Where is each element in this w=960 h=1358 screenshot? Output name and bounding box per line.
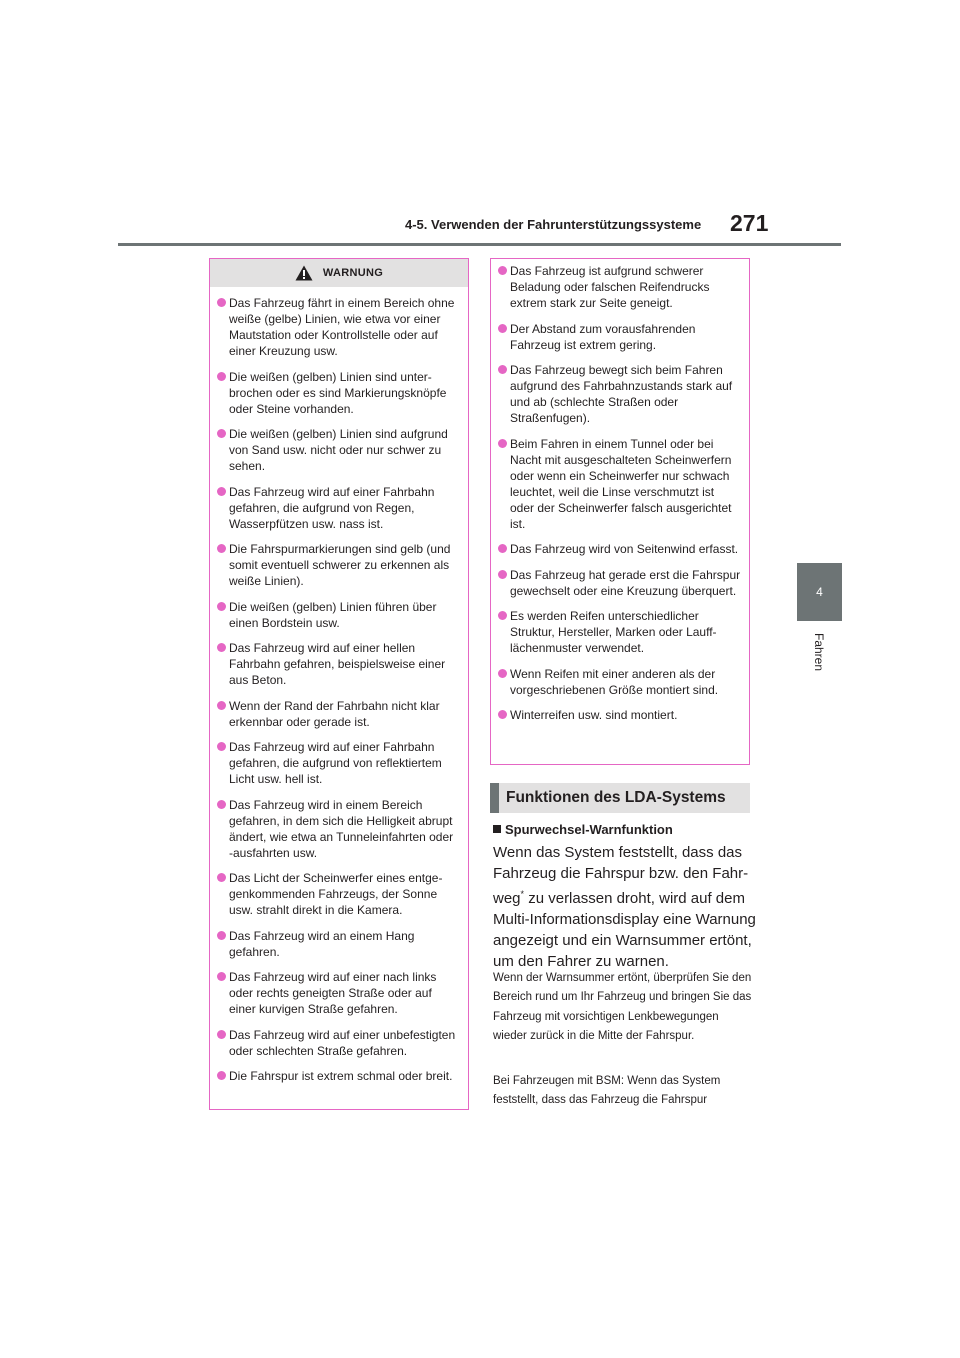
- list-item-text: Es werden Reifen unterschiedlicher Struktur, Hersteller, Marken oder Laufflächenmuster verwendet.: [510, 609, 717, 655]
- chapter-side-label: [812, 628, 826, 676]
- list-item-text: Das Licht der Scheinwerfer eines entgegenkommenden Fahrzeugs, der Sonne usw. strahlt direkt in die Kamera.: [229, 871, 443, 917]
- list-item: [499, 541, 741, 557]
- list-item-text: Das Fahrzeug wird auf einer Fahrbahn gefahren, die aufgrund von reflektiertem Licht usw. hell ist.: [229, 740, 442, 786]
- bullet-dot-icon: [217, 487, 226, 496]
- bullet-dot-icon: [217, 372, 226, 381]
- list-item: [218, 1068, 460, 1084]
- list-item-text: Das Fahrzeug ist aufgrund schwerer Beladung oder falschen Reifendrucks extrem stark zur Seite geneigt.: [510, 264, 710, 310]
- square-bullet-icon: [493, 825, 501, 833]
- warning-triangle-icon: [295, 265, 313, 281]
- list-item: [218, 739, 460, 787]
- list-item-text: Das Fahrzeug fährt in einem Bereich ohne weiße (gelbe) Linien, wie etwa vor einer Mautstation oder Kontrollstelle oder auf einer Kreuzung usw.: [229, 296, 455, 358]
- bullet-dot-icon: [498, 570, 507, 579]
- note-paragraph-2: Bei Fahrzeugen mit BSM: Wenn das System feststellt, dass das Fahrzeug die Fahrspur: [493, 1075, 721, 1107]
- list-item-text: Das Fahrzeug hat gerade erst die Fahrspur gewechselt oder eine Kreuzung überquert.: [510, 567, 741, 598]
- section-heading: Funktionen des LDA-Systems: [490, 783, 750, 813]
- list-item-text: Wenn der Rand der Fahrbahn nicht klar erkennbar oder gerade ist.: [229, 698, 440, 729]
- body-text-end: zu verlassen droht, wird auf dem Multi-Informationsdisplay eine Warnung angezeigt und ein Warnsummer ertönt, um den Fahrer zu warnen.: [493, 890, 756, 970]
- list-item: [218, 969, 460, 1017]
- list-item-text: Der Abstand zum vorausfahrenden Fahrzeug ist extrem gering.: [510, 321, 696, 352]
- chapter-number: 4: [816, 585, 823, 599]
- bullet-dot-icon: [217, 873, 226, 882]
- list-item-text: Das Fahrzeug wird von Seitenwind erfasst.: [510, 542, 739, 556]
- subheading: [493, 822, 673, 837]
- list-item-text: Das Fahrzeug wird auf einer hellen Fahrbahn gefahren, beispielsweise einer aus Beton.: [229, 641, 446, 687]
- bullet-dot-icon: [498, 266, 507, 275]
- bullet-dot-icon: [217, 701, 226, 710]
- list-item: [499, 567, 741, 599]
- list-item: [218, 640, 460, 688]
- bullet-dot-icon: [498, 439, 507, 448]
- page-number: 271: [730, 210, 769, 236]
- list-item: [218, 484, 460, 532]
- list-item: [499, 666, 741, 698]
- warning-header: [210, 259, 468, 287]
- list-item: [218, 295, 460, 359]
- list-item-text: Das Fahrzeug wird in einem Bereich gefahren, in dem sich die Helligkeit abrupt ändert, wie etwa an Tunneleinfahrten oder -ausfahrten usw.: [229, 797, 454, 860]
- list-item-text: Das Fahrzeug wird auf einer unbefestigten oder schlechten Straße gefahren.: [229, 1027, 456, 1058]
- bullet-dot-icon: [217, 1071, 226, 1080]
- list-item: [218, 797, 460, 861]
- bullet-dot-icon: [498, 544, 507, 553]
- list-item-text: Das Fahrzeug bewegt sich beim Fahren aufgrund des Fahrbahnzustands stark auf und ab (schlechte Straßen oder Straßenfugen).: [510, 363, 733, 425]
- list-item-text: Das Fahrzeug wird auf einer Fahrbahn gefahren, die aufgrund von Regen, Wasserpfützen usw. nass ist.: [229, 484, 435, 531]
- conditions-list: [491, 259, 749, 723]
- list-item-text: Die weißen (gelben) Linien führen über einen Bordstein usw.: [229, 599, 437, 630]
- list-item-text: Das Fahrzeug wird auf einer nach links oder rechts geneigten Straße oder auf einer kurvigen Straße gefahren.: [229, 970, 437, 1016]
- bullet-dot-icon: [217, 544, 226, 553]
- bullet-dot-icon: [217, 298, 226, 307]
- note-paragraph-1: Wenn der Warnsummer ertönt, überprüfen Sie den Bereich rund um Ihr Fahrzeug und bringen Sie das Fahrzeug mit vorsichtigen Lenkbewegungen wieder zurück in die Mitte der Fahrspur.: [493, 972, 752, 1043]
- list-item-text: Winterreifen usw. sind montiert.: [510, 708, 678, 722]
- bullet-dot-icon: [498, 324, 507, 333]
- list-item: [218, 599, 460, 631]
- bullet-dot-icon: [498, 365, 507, 374]
- bullet-dot-icon: [498, 669, 507, 678]
- list-item-text: Die weißen (gelben) Linien sind aufgrund von Sand usw. nicht oder nur schwer zu sehen.: [229, 427, 448, 473]
- bullet-dot-icon: [217, 429, 226, 438]
- chapter-label-text: Fahren: [812, 632, 826, 672]
- bullet-dot-icon: [498, 710, 507, 719]
- list-item: [218, 426, 460, 474]
- bullet-dot-icon: [217, 643, 226, 652]
- list-item: [499, 707, 741, 723]
- bullet-dot-icon: [217, 800, 226, 809]
- bullet-dot-icon: [498, 611, 507, 620]
- bullet-dot-icon: [217, 972, 226, 981]
- list-item-text: Die Fahrspur ist extrem schmal oder breit.: [229, 1069, 453, 1083]
- list-item: [218, 698, 460, 730]
- list-item: [499, 436, 741, 532]
- body-paragraph: [493, 842, 763, 972]
- list-item-text: Das Fahrzeug wird an einem Hang gefahren.: [229, 928, 415, 959]
- warning-title: WARNUNG: [322, 267, 384, 279]
- bullet-dot-icon: [217, 742, 226, 751]
- warning-list: [210, 287, 468, 1084]
- list-item: [218, 541, 460, 589]
- footnote-marker: *: [520, 889, 525, 899]
- subheading-text: Spurwechsel-Warnfunktion: [505, 822, 673, 837]
- chapter-tab: [797, 563, 842, 621]
- header-divider: [118, 243, 841, 246]
- bullet-dot-icon: [217, 931, 226, 940]
- list-item: [499, 321, 741, 353]
- list-item: [218, 928, 460, 960]
- list-item: [499, 362, 741, 426]
- chapter-header-title: 4-5. Verwenden der Fahrunterstützungssysteme: [405, 217, 702, 232]
- body-text-start: Wenn das System feststellt, dass das Fahrzeug die Fahrspur bzw. den Fahrweg: [493, 844, 749, 907]
- list-item: [499, 608, 741, 656]
- warning-box: [209, 258, 469, 1110]
- bullet-dot-icon: [217, 1030, 226, 1039]
- list-item-text: Wenn Reifen mit einer anderen als der vorgeschriebenen Größe montiert sind.: [510, 666, 719, 697]
- list-item-text: Beim Fahren in einem Tunnel oder bei Nacht mit ausgeschalteten Scheinwerfern oder wenn ein Scheinwerfer nur schwach leuchtet, weil die Linse verschmutzt ist oder der Scheinwerfer falsch ausgerichtet ist.: [510, 436, 732, 531]
- list-item: [218, 369, 460, 417]
- bullet-dot-icon: [217, 602, 226, 611]
- list-item-text: Die weißen (gelben) Linien sind unterbrochen oder es sind Markierungsknöpfe oder Steine vorhanden.: [229, 369, 447, 416]
- list-item-text: Die Fahrspurmarkierungen sind gelb (und somit eventuell schwerer zu erkennen als weiße Linien).: [229, 542, 451, 588]
- list-item: [499, 263, 741, 311]
- conditions-box: [490, 258, 750, 765]
- list-item: [218, 1027, 460, 1059]
- list-item: [218, 870, 460, 918]
